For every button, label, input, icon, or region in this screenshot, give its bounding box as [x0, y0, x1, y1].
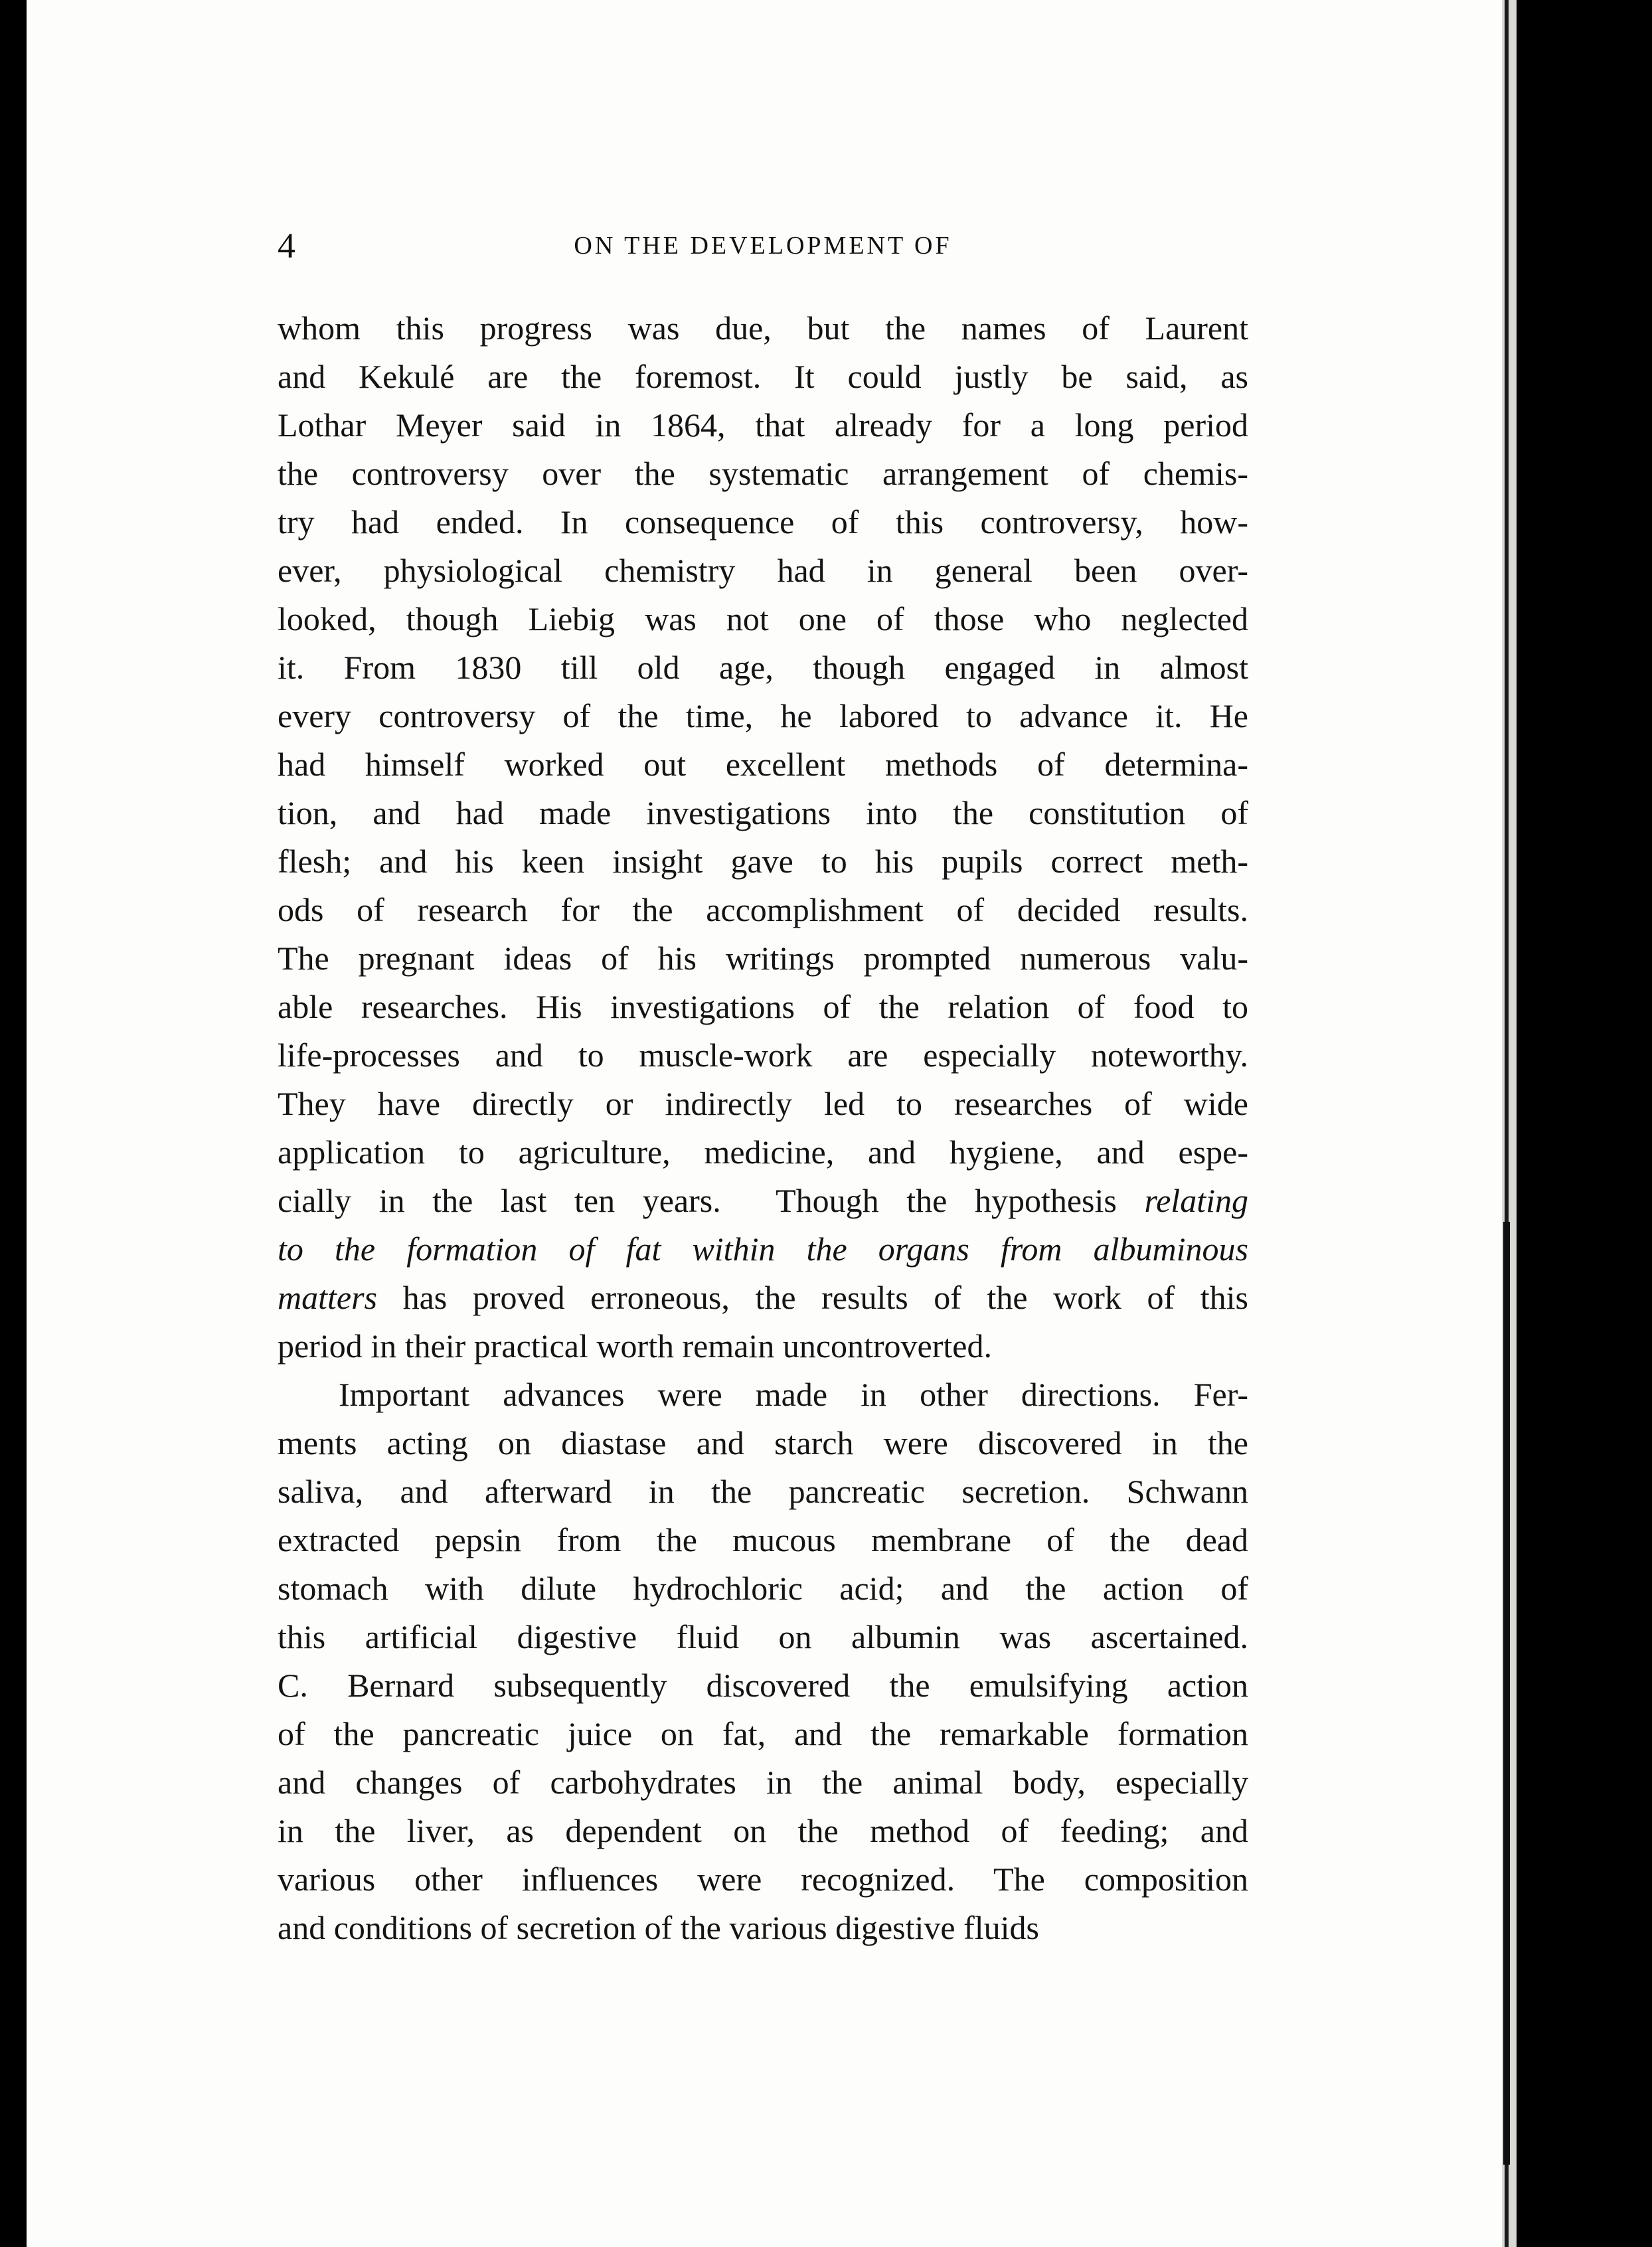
page-number: 4	[278, 226, 295, 266]
text-line	[278, 789, 1248, 837]
text-line	[278, 401, 1248, 450]
line-text: try had ended. In consequence of this controversy, how-	[278, 503, 1248, 541]
line-text: whom this progress was due, but the names of Laurent	[278, 309, 1248, 347]
text-line	[278, 1274, 1248, 1322]
text-line	[278, 1419, 1248, 1467]
line-text: extracted pepsin from the mucous membrane of the dead	[278, 1521, 1248, 1558]
text-line	[278, 450, 1248, 498]
line-text: and conditions of secretion of the various digestive fluids	[278, 1909, 1039, 1946]
text-line	[278, 546, 1248, 595]
line-text: every controversy of the time, he labored to advance it. He	[278, 697, 1248, 734]
line-text: saliva, and afterward in the pancreatic secretion. Schwann	[278, 1473, 1248, 1510]
line-text: the controversy over the systematic arrangement of chemis-	[278, 455, 1248, 492]
text-line	[278, 353, 1248, 401]
line-text: this artificial digestive fluid on albumin was ascertained.	[278, 1618, 1248, 1655]
italic-text: to the formation of fat within the organs from albuminous	[278, 1230, 1248, 1268]
text-line	[278, 692, 1248, 740]
text-line	[278, 1564, 1248, 1613]
line-text: Lothar Meyer said in 1864, that already for a long period	[278, 406, 1248, 444]
line-text: and changes of carbohydrates in the animal body, especially	[278, 1764, 1248, 1801]
text-line	[278, 1710, 1248, 1758]
text-line	[278, 1904, 1248, 1952]
text-line	[278, 1322, 1248, 1371]
italic-text: relating	[1144, 1182, 1248, 1219]
text-line	[278, 837, 1248, 886]
line-text: ments acting on diastase and starch were discovered in the	[278, 1424, 1248, 1461]
line-text: in the liver, as dependent on the method of feeding; and	[278, 1812, 1248, 1849]
line-text: it. From 1830 till old age, though engaged in almost	[278, 649, 1248, 686]
text-line	[278, 1758, 1248, 1807]
text-line	[278, 1177, 1248, 1225]
line-text: ever, physiological chemistry had in general been over-	[278, 552, 1248, 589]
line-text: C. Bernard subsequently discovered the emulsifying action	[278, 1667, 1248, 1704]
line-text: and Kekulé are the foremost. It could justly be said, as	[278, 358, 1248, 395]
text-line	[278, 304, 1248, 353]
text-line	[278, 1467, 1248, 1516]
text-line	[278, 983, 1248, 1031]
line-text: life-processes and to muscle-work are especially noteworthy.	[278, 1037, 1248, 1074]
line-text: cially in the last ten years. Though the hypothesis	[278, 1182, 1145, 1219]
line-text: flesh; and his keen insight gave to his pupils correct meth-	[278, 843, 1248, 880]
paragraph-2	[278, 1371, 1248, 1952]
facing-page-edge	[1502, 0, 1517, 2247]
line-text: stomach with dilute hydrochloric acid; and the action of	[278, 1570, 1248, 1607]
text-line	[278, 1128, 1248, 1177]
running-head: ON THE DEVELOPMENT OF	[574, 232, 952, 260]
paragraph-1	[278, 304, 1248, 1371]
text-line	[278, 1080, 1248, 1128]
text-line	[278, 886, 1248, 934]
line-text: Important advances were made in other directions. Fer-	[339, 1376, 1248, 1413]
text-line	[278, 595, 1248, 643]
line-text: has proved erroneous, the results of the work of this	[377, 1279, 1248, 1316]
text-line	[278, 934, 1248, 983]
text-line	[278, 1516, 1248, 1564]
page-header	[278, 222, 1248, 269]
line-text: application to agriculture, medicine, and hygiene, and espe-	[278, 1133, 1248, 1171]
text-line	[278, 1661, 1248, 1710]
text-line	[278, 740, 1248, 789]
line-text: The pregnant ideas of his writings prompted numerous valu-	[278, 940, 1248, 977]
body-text	[278, 304, 1248, 1952]
line-text: of the pancreatic juice on fat, and the remarkable formation	[278, 1715, 1248, 1752]
line-text: ods of research for the accomplishment of decided results.	[278, 891, 1248, 928]
line-text: various other influences were recognized. The composition	[278, 1861, 1248, 1898]
text-line	[278, 1855, 1248, 1904]
text-line	[278, 1807, 1248, 1855]
text-line	[278, 498, 1248, 546]
text-line	[278, 1225, 1248, 1274]
text-line	[278, 643, 1248, 692]
text-line	[278, 1371, 1248, 1419]
italic-text: matters	[278, 1279, 377, 1316]
line-text: able researches. His investigations of the relation of food to	[278, 988, 1248, 1025]
text-line	[278, 1613, 1248, 1661]
text-line	[278, 1031, 1248, 1080]
line-text: tion, and had made investigations into the constitution of	[278, 794, 1248, 831]
line-text: looked, though Liebig was not one of those who neglected	[278, 600, 1248, 637]
line-text: They have directly or indirectly led to researches of wide	[278, 1085, 1248, 1122]
line-text: period in their practical worth remain uncontroverted.	[278, 1327, 992, 1365]
line-text: had himself worked out excellent methods of determina-	[278, 746, 1248, 783]
